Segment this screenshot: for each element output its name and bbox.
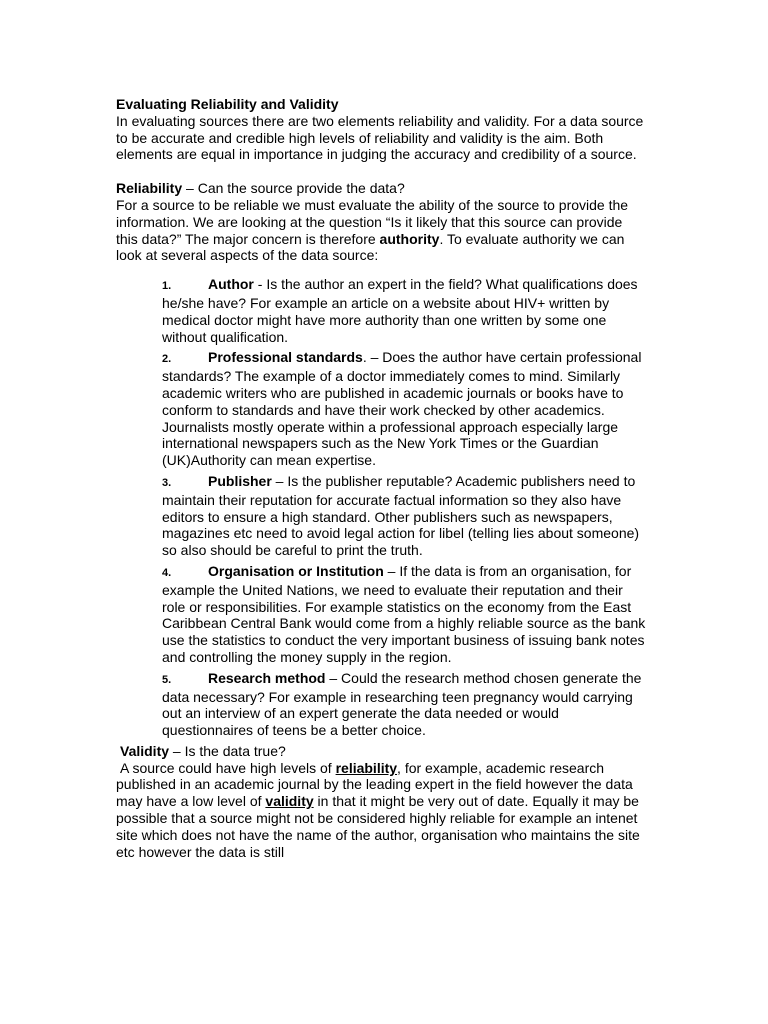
item-text: - Is the author an expert in the field? What qualifications does he/she have? For example an article on a website about HIV+ written by medical doctor might have more authority than one written by some one without qualification. [162, 276, 638, 345]
item-text: – If the data is from an organisation, for example the United Nations, we need to evaluate their reputation and their role or responsibilities. For example statistics on the economy from the East Caribbean Central Bank would come from a highly reliable source as the bank use the statistics to conduct the very important business of issuing bank notes and controlling the money supply in the region. [162, 562, 646, 665]
item-term: Publisher [208, 472, 272, 489]
list-item [162, 473, 646, 559]
document-title: Evaluating Reliability and Validity [116, 96, 339, 112]
validity-term: Validity [120, 742, 170, 759]
item-term: Organisation or Institution [208, 562, 384, 579]
reliability-paragraph: For a source to be reliable we must evaluate the ability of the source to provide the information. We are looking at the question “Is it likely that this source can provide this data?” The major concern is therefore authority. To evaluate authority we can look at several aspects of the data source: [116, 196, 629, 264]
item-term: Research method [208, 669, 326, 686]
aspects-list [116, 276, 646, 739]
item-term: Author [208, 276, 254, 293]
list-item [162, 349, 646, 469]
item-text: – Is the publisher reputable? Academic publishers need to maintain their reputation for accurate factual information so they also have editors to ensure a high standard. Other publishers such as newspapers, magazines etc need to avoid legal action for libel (telling lies about someone) so also should be careful to print the truth. [162, 472, 640, 559]
item-number: 1. [162, 280, 172, 293]
authority-keyword: authority [379, 230, 440, 247]
reliability-heading [116, 180, 646, 197]
list-item [162, 276, 646, 345]
list-item [162, 670, 646, 739]
item-number: 4. [162, 566, 172, 579]
list-item [162, 563, 646, 666]
item-number: 5. [162, 673, 172, 686]
reliability-term: Reliability [116, 180, 183, 197]
reliability-keyword: reliability [335, 759, 398, 776]
validity-paragraph: A source could have high levels of reliability, for example, academic research published in an academic journal by the leading expert in the field however the data may have a low level of validity in that it might be very out of date. Equally it may be possible that a source might not be considered highly reliable for example an intenet site which does not have the name of the author, organisation who maintains the site etc however the data is still [116, 759, 640, 860]
item-number: 2. [162, 353, 172, 366]
document-body [116, 96, 646, 860]
intro-paragraph: In evaluating sources there are two elements reliability and validity. For a data source to be accurate and credible high levels of reliability and validity is the aim. Both elements are equal in importance in judging the accuracy and credibility of a source. [116, 112, 644, 163]
validity-question: – Is the data true? [169, 742, 286, 759]
validity-keyword: validity [265, 793, 314, 810]
validity-heading [120, 743, 646, 760]
paragraph-gap [116, 163, 646, 180]
reliability-question: – Can the source provide the data? [182, 180, 405, 197]
item-text: – Could the research method chosen generate the data necessary? For example in researching teen pregnancy would carrying out an interview of an expert generate the data needed or would questionnaires of teens be a better choice. [162, 669, 642, 739]
item-text: . – Does the author have certain professional standards? The example of a doctor immediately comes to mind. Similarly academic writers who are published in academic journals or books have to conform to standards and have their work checked by other academics. Journalists mostly operate within a professional approach especially large international newspapers such as the New York Times or the Guardian (UK)Authority can mean expertise. [162, 349, 642, 469]
item-number: 3. [162, 476, 172, 489]
item-term: Professional standards [208, 349, 363, 366]
